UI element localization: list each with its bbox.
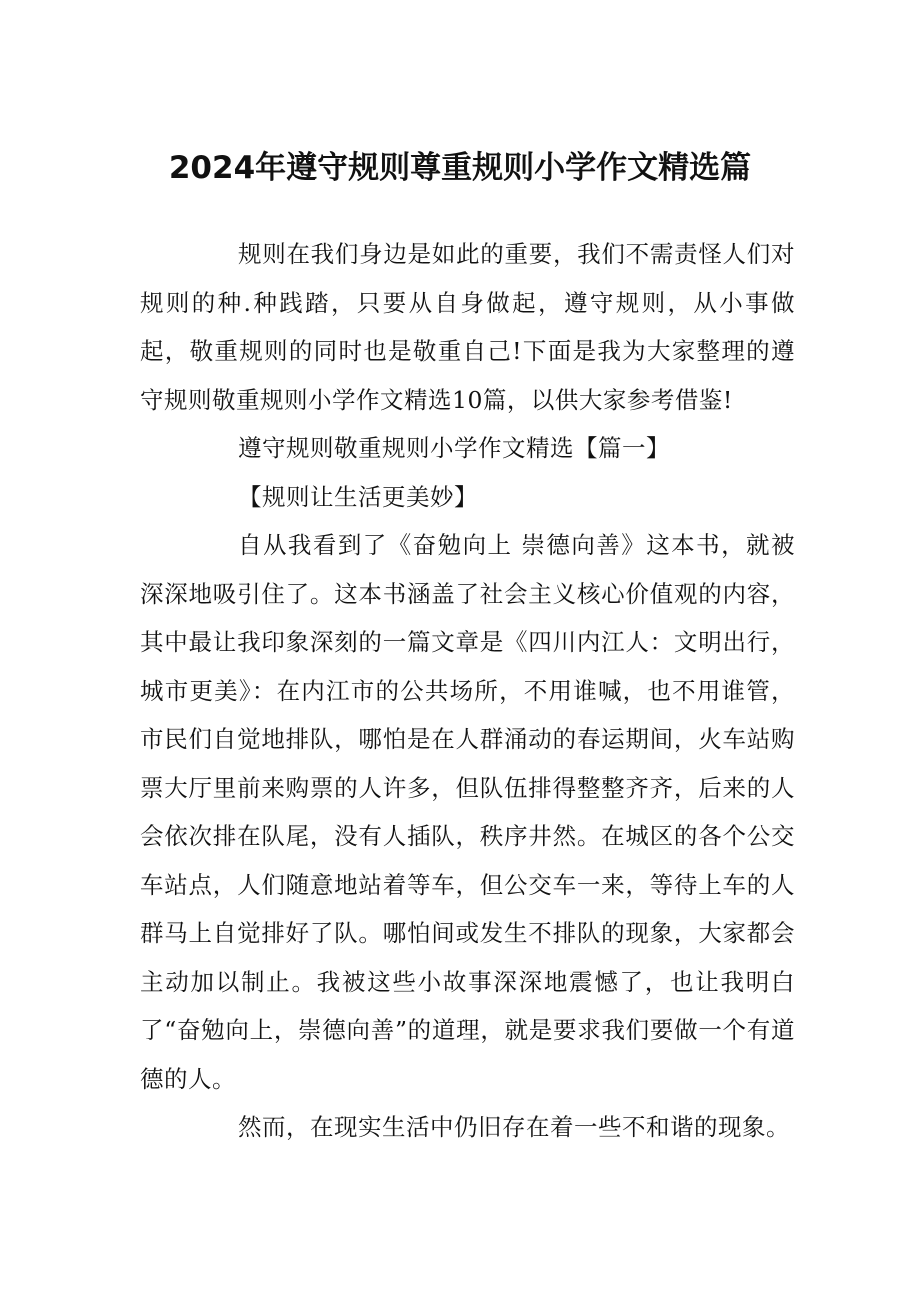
intro-paragraph: 规则在我们身边是如此的重要，我们不需责怪人们对规则的种.种践踏，只要从自身做起，遵守规则，从小事做起，敬重规则的同时也是敬重自己!下面是我为大家整理的遵守规则敬重规则小学作文精选10篇，以供大家参考借鉴! [140, 240, 795, 414]
section-heading: 遵守规则敬重规则小学作文精选【篇一】 [238, 434, 670, 462]
body-paragraph: 自从我看到了《奋勉向上 崇德向善》这本书，就被深深地吸引住了。这本书涵盖了社会主义核心价值观的内容，其中最让我印象深刻的一篇文章是《四川内江人：文明出行，城市更美》：在内江市的公共场所，不用谁喊，也不用谁管，市民们自觉地排队，哪怕是在人群涌动的春运期间，火车站购票大厅里前来购票的人许多，但队伍排得整整齐齐，后来的人会依次排在队尾，没有人插队，秩序井然。在城区的各个公交车站点，人们随意地站着等车，但公交车一来，等待上车的人群马上自觉排好了队。哪怕间或发生不排队的现象，大家都会主动加以制止。我被这些小故事深深地震憾了，也让我明白了“奋勉向上，崇德向善”的道理，就是要求我们要做一个有道德的人。 [140, 531, 795, 1093]
document-body [140, 230, 795, 1152]
body-paragraph: 然而，在现实生活中仍旧存在着一些不和谐的现象。 [238, 1113, 790, 1141]
section-subheading: 【规则让生活更美妙】 [238, 482, 478, 511]
document-title: 2024年遵守规则尊重规则小学作文精选篇 [168, 150, 752, 186]
